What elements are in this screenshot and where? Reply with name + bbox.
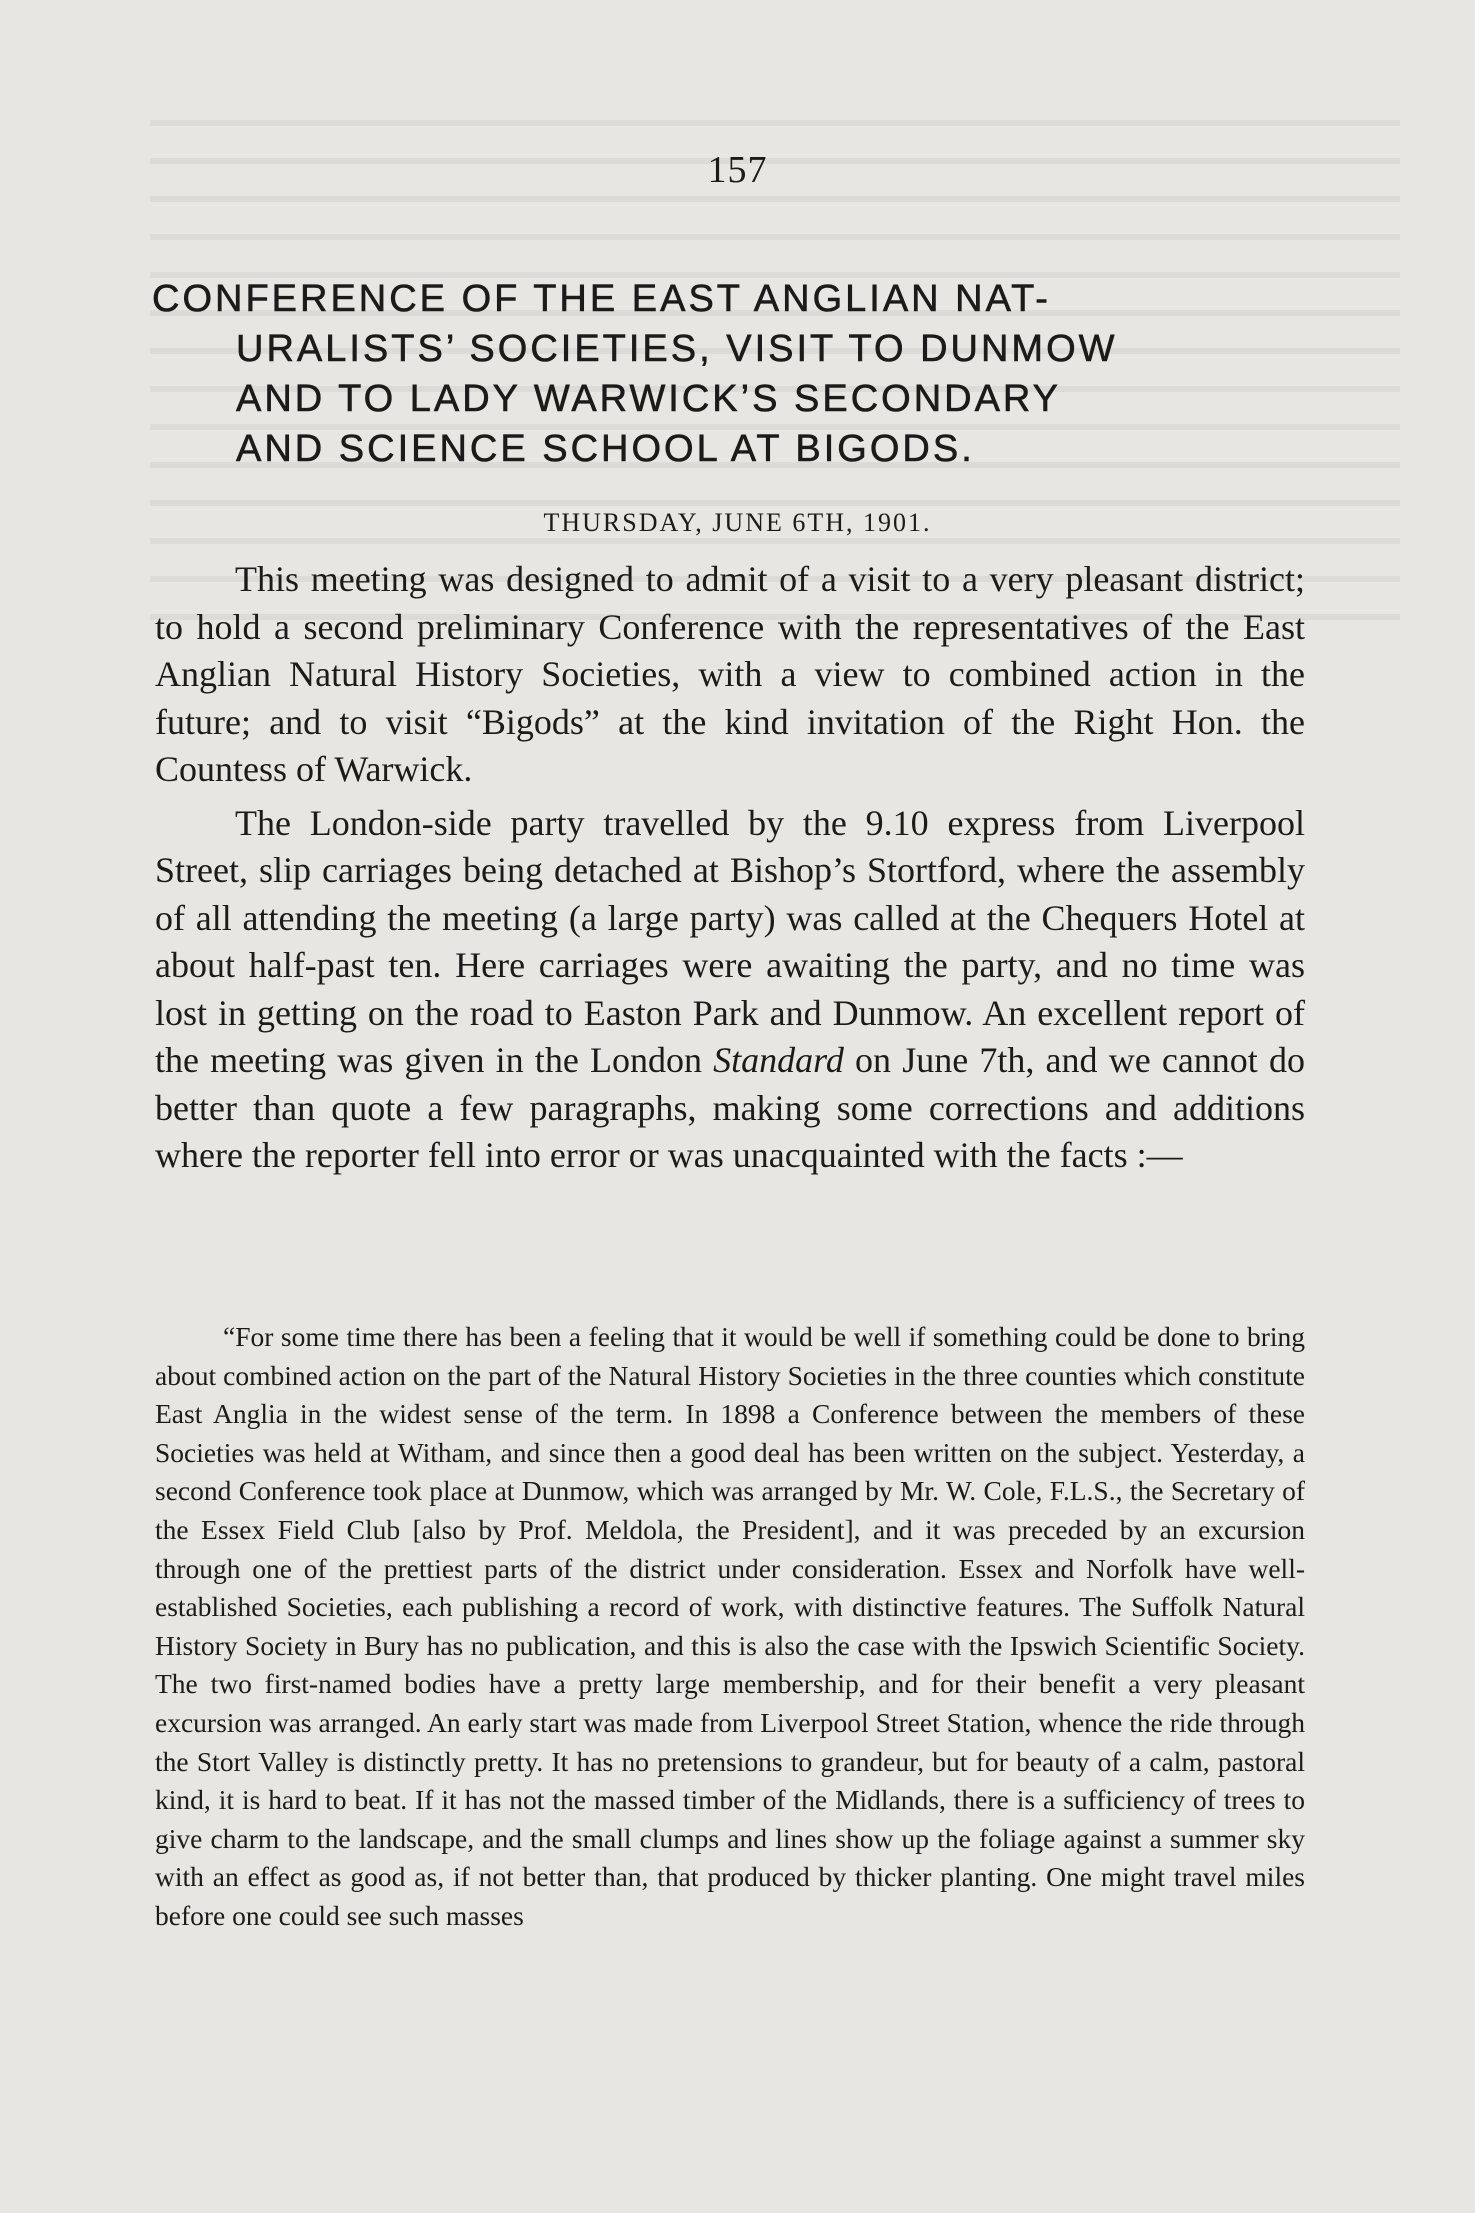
title-line: AND TO LADY WARWICK’S SECONDARY [236, 378, 1062, 420]
paragraph-text: on June 7th, and we cannot do better than quote a few paragraphs, making some corrections and additions where the reporter fell into error or was unacquainted with the facts :— [155, 1040, 1305, 1175]
dateline: THURSDAY, JUNE 6TH, 1901. [543, 508, 932, 537]
newspaper-name: Standard [713, 1040, 844, 1080]
quoted-report [155, 1318, 1305, 1936]
title-line: URALISTS’ SOCIETIES, VISIT TO DUNMOW [236, 328, 1118, 370]
paragraph: This meeting was designed to admit of a visit to a very pleasant district; to hold a second preliminary Conference with the representatives of the East Anglian Natural History Societies, with a view to combined action in the future; and to visit “Bigods” at the kind invitation of the Right Hon. the Countess of Warwick. [155, 559, 1305, 789]
article-title [152, 274, 1312, 474]
page-number: 157 [707, 149, 768, 191]
quote-paragraph: “For some time there has been a feeling that it would be well if something could be done to bring about combined action on the part of the Natural History Societies in the three counties which constitute East Anglia in the widest sense of the term. In 1898 a Conference between the members of these Societies was held at Witham, and since then a good deal has been written on the subject. Yesterday, a second Conference took place at Dunmow, which was arranged by Mr. W. Cole, F.L.S., the Secretary of the Essex Field Club [also by Prof. Meldola, the President], and it was preceded by an excursion through one of the prettiest parts of the district under consideration. Essex and Norfolk have well-established Societies, each publishing a record of work, with distinctive features. The Suffolk Natural History Society in Bury has no publication, and this is also the case with the Ipswich Scientific Society. The two first-named bodies have a pretty large membership, and for their benefit a very pleasant excursion was arranged. An early start was made from Liverpool Street Station, whence the ride through the Stort Valley is distinctly pretty. It has no pretensions to grandeur, but for beauty of a calm, pastoral kind, it is hard to beat. If it has not the massed timber of the Midlands, there is a sufficiency of trees to give charm to the landscape, and the small clumps and lines show up the foliage against a summer sky with an effect as good as, if not better than, that produced by thicker planting. One might travel miles before one could see such masses [155, 1321, 1305, 1931]
paragraph [155, 800, 1305, 1180]
body-text [155, 556, 1305, 1180]
title-line: CONFERENCE OF THE EAST ANGLIAN NAT- [152, 278, 1051, 320]
title-line: AND SCIENCE SCHOOL AT BIGODS. [236, 428, 975, 470]
paragraph-text: The London-side party travelled by the 9.10 express from Liverpool Street, slip carriages being detached at Bishop’s Stortford, where the assembly of all attending the meeting (a large party) was called at the Chequers Hotel at about half-past ten. Here carriages were awaiting the party, and no time was lost in getting on the road to Easton Park and Dunmow. An excellent report of the meeting was given in the London [155, 802, 1305, 1080]
